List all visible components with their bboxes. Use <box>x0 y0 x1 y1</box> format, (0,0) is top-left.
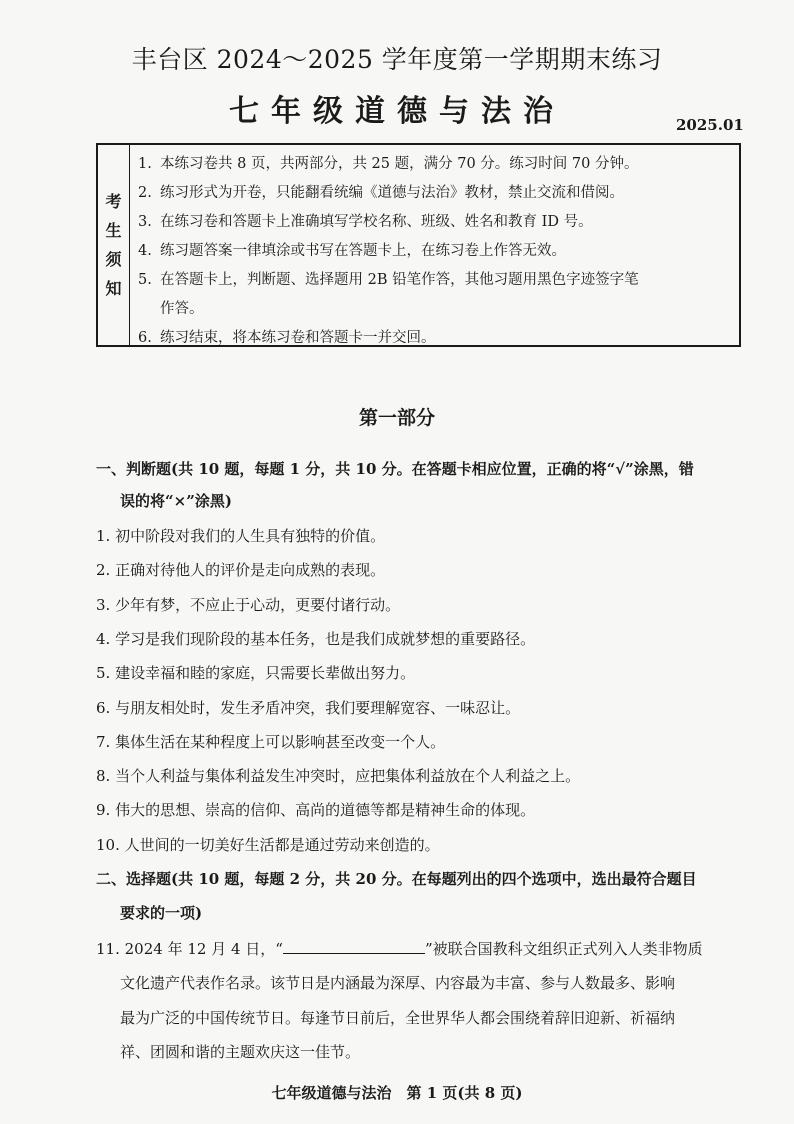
question-item: 5. 建设幸福和睦的家庭，只需要长辈做出努力。 <box>96 664 416 682</box>
notice-item-text: 在答题卡上，判断题、选择题用 2B 铅笔作答，其他习题用黑色字迹签字笔 <box>160 272 639 288</box>
notice-item <box>138 237 734 266</box>
notice-item-text: 练习题答案一律填涂或书写在答题卡上，在练习卷上作答无效。 <box>160 243 566 259</box>
question-item: 10. 人世间的一切美好生活都是通过劳动来创造的。 <box>96 836 440 854</box>
question-11-line: 最为广泛的中国传统节日。每逢节日前后，全世界华人都会围绕着辞旧迎新、祈福纳 <box>120 1009 676 1027</box>
notice-item <box>138 179 734 208</box>
question-11-line: 祥、团圆和谐的主题欢庆这一佳节。 <box>120 1043 361 1061</box>
question-item: 3. 少年有梦，不应止于心动，更要付诸行动。 <box>96 596 401 614</box>
page-footer: 七年级道德与法治 第 1 页(共 8 页) <box>271 1084 523 1102</box>
question-11-suffix: ”被联合国教科文组织正式列入人类非物质 <box>424 940 703 958</box>
notice-item-text: 练习形式为开卷，只能翻看统编《道德与法治》教材，禁止交流和借阅。 <box>160 185 624 201</box>
exam-notice-box <box>96 143 741 347</box>
notice-item-number: 5. <box>138 272 152 288</box>
notice-label <box>98 145 130 345</box>
question-11-line: 文化遗产代表作名录。该节日是内涵最为深厚、内容最为丰富、参与人数最多、影响 <box>120 974 676 992</box>
question-item: 1. 初中阶段对我们的人生具有独特的价值。 <box>96 527 386 545</box>
notice-item-text: 练习结束，将本练习卷和答题卡一并交回。 <box>160 330 436 346</box>
subject-title: 七年级道德与法治 <box>229 94 565 129</box>
section1-heading-continuation: 误的将“×”涂黑) <box>120 492 232 510</box>
notice-item <box>138 266 734 295</box>
notice-label-char: 考 <box>105 192 122 211</box>
answer-blank <box>283 939 425 954</box>
notice-item-number: 6. <box>138 330 152 346</box>
notice-item-number <box>138 295 160 324</box>
notice-item-text: 在练习卷和答题卡上准确填写学校名称、班级、姓名和教育 ID 号。 <box>160 214 593 230</box>
section2-heading-continuation: 要求的一项) <box>120 904 203 922</box>
notice-item-text: 作答。 <box>160 301 204 317</box>
notice-label-char: 生 <box>105 221 122 240</box>
exam-date: 2025.01 <box>676 116 744 134</box>
section1-heading: 一、判断题(共 10 题，每题 1 分，共 10 分。在答题卡相应位置，正确的将“√”涂黑，错 <box>96 460 694 478</box>
question-item: 7. 集体生活在某种程度上可以影响甚至改变一个人。 <box>96 733 446 751</box>
notice-item <box>138 208 734 237</box>
exam-title: 丰台区 2024～2025 学年度第一学期期末练习 <box>131 45 663 74</box>
notice-list <box>138 150 734 353</box>
notice-item <box>138 150 734 179</box>
notice-item <box>138 324 734 353</box>
notice-item-text: 本练习卷共 8 页，共两部分，共 25 题，满分 70 分。练习时间 70 分钟。 <box>160 156 639 172</box>
question-item: 6. 与朋友相处时，发生矛盾冲突，我们要理解宽容、一味忍让。 <box>96 699 521 717</box>
question-item: 2. 正确对待他人的评价是走向成熟的表现。 <box>96 561 386 579</box>
notice-item-number: 1. <box>138 156 152 172</box>
notice-label-char: 知 <box>105 279 122 298</box>
section2-heading: 二、选择题(共 10 题，每题 2 分，共 20 分。在每题列出的四个选项中，选出最符合题目 <box>96 870 697 888</box>
question-11 <box>96 938 703 959</box>
question-item: 8. 当个人利益与集体利益发生冲突时，应把集体利益放在个人利益之上。 <box>96 767 581 785</box>
question-item: 4. 学习是我们现阶段的基本任务，也是我们成就梦想的重要路径。 <box>96 630 536 648</box>
part-title: 第一部分 <box>358 407 435 429</box>
notice-item-number: 4. <box>138 243 152 259</box>
notice-item-number: 3. <box>138 214 152 230</box>
notice-label-char: 须 <box>105 250 122 269</box>
notice-item-number: 2. <box>138 185 152 201</box>
question-item: 9. 伟大的思想、崇高的信仰、高尚的道德等都是精神生命的体现。 <box>96 801 536 819</box>
question-11-prefix: 11. 2024 年 12 月 4 日，“ <box>96 940 283 958</box>
notice-item-continuation <box>138 295 734 324</box>
